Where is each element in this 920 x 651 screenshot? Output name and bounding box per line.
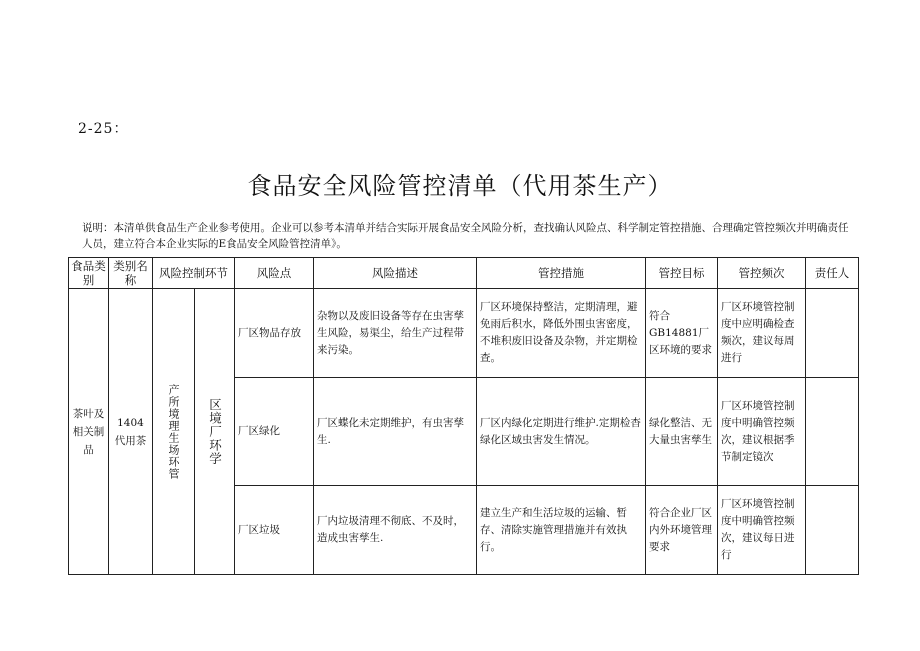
header-control-frequency: 管控频次 <box>718 258 806 289</box>
header-category-name: 类别名称 <box>109 258 153 289</box>
cell-risk-point: 厂区物品存放 <box>235 289 314 378</box>
cell-risk-description: 杂物以及废旧设备等存在虫害孳生风险，易渠尘，给生产过程带来污染。 <box>314 289 477 378</box>
document-number: 2-25： <box>78 121 129 137</box>
cell-responsible-person <box>806 378 859 486</box>
cell-control-measure: 厂区内绿化定期进行维护.定期检杳绿化区域虫害发生情况。 <box>477 378 646 486</box>
cell-risk-description: 厂内垃圾清理不彻底、不及时，造成虫害孳生. <box>314 486 477 575</box>
cell-food-category: 茶叶及相关制品 <box>69 289 109 575</box>
header-control-target: 管控目标 <box>646 258 718 289</box>
cell-link-a <box>153 289 195 575</box>
header-risk-point: 风险点 <box>235 258 314 289</box>
link-text-a: 产所境理生场环管 <box>167 383 180 480</box>
cell-control-target: 符合企业厂区内外环境管理要求 <box>646 486 718 575</box>
table-header-row <box>69 258 859 289</box>
document-title: 食品安全风险管控清单（代用茶生产） <box>247 172 673 200</box>
cell-control-frequency: 厂区环境管控制度中明确管控频次，建议每日进行 <box>718 486 806 575</box>
cell-risk-point: 厂区绿化 <box>235 378 314 486</box>
cell-risk-point: 厂区垃圾 <box>235 486 314 575</box>
header-risk-description: 风险描述 <box>314 258 477 289</box>
cell-category-name: 1404代用茶 <box>109 289 153 575</box>
cell-responsible-person <box>806 486 859 575</box>
cell-control-target: 符合GB14881厂区环境的要求 <box>646 289 718 378</box>
cell-control-frequency: 厂区环境管控制度中应明确检查频次，建议每周进行 <box>718 289 806 378</box>
cell-control-target: 绿化整洁、无大量虫害孳生 <box>646 378 718 486</box>
header-risk-control-link: 风险控制环节 <box>153 258 235 289</box>
cell-control-measure: 建立生产和生活垃圾的运输、暂存、清除实施管理措施并有效执行。 <box>477 486 646 575</box>
document-note: 说明：本清单供食品生产企业参考使用。企业可以参考本清单并结合实际开展食品安全风险分析，查找确认风险点、科学制定管控措施、合理确定管控频次并明确责任人员，建立符合本企业实际的E食品安全风险管控清单》。 <box>82 222 849 250</box>
link-text-b: 区境厂环学 <box>207 397 223 466</box>
cell-control-measure: 厂区环境保持整洁，定期清理，避免雨后积水，降低外围虫害密度，不堆积废旧设备及杂物，并定期检查。 <box>477 289 646 378</box>
cell-link-b <box>195 289 235 575</box>
cell-responsible-person <box>806 289 859 378</box>
risk-control-table <box>68 257 859 575</box>
table-row <box>69 289 859 378</box>
header-food-category: 食品类别 <box>69 258 109 289</box>
cell-risk-description: 厂区蝶化未定期维护，有虫害孳生. <box>314 378 477 486</box>
cell-control-frequency: 厂区环境管控制度中明确管控频次，建议根据季节制定镜次 <box>718 378 806 486</box>
header-control-measure: 管控措施 <box>477 258 646 289</box>
header-responsible-person: 责任人 <box>806 258 859 289</box>
